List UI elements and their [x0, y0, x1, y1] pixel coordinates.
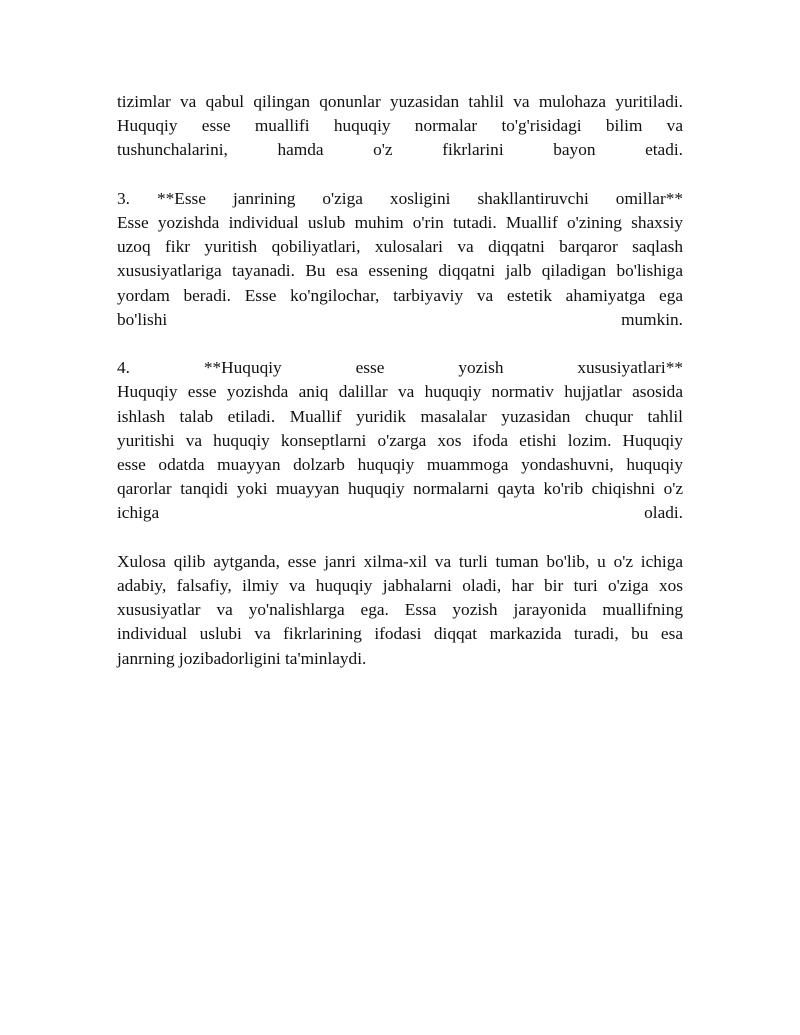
text-line: yordam beradi. Esse ko'ngilochar, tarbiyaviy va estetik ahamiyatga ega [117, 285, 683, 305]
text-line: xususiyatlar va yo'nalishlarga ega. Essa yozish jarayonida muallifning [117, 600, 683, 620]
text-line: Huquqiy esse yozishda aniq dalillar va huquqiy normativ hujjatlar asosida [117, 382, 683, 402]
section-heading: 4. **Huquqiy esse yozish xususiyatlari** [117, 358, 683, 378]
text-line: tizimlar va qabul qilingan qonunlar yuzasidan tahlil va mulohaza yuritiladi. [117, 92, 683, 111]
text-line: ishlash talab etiladi. Muallif yuridik masalalar yuzasidan chuqur tahlil [117, 406, 683, 426]
text-line: xususiyatlariga tayanadi. Bu esa essening diqqatni jalb qiladigan bo'lishiga [117, 261, 683, 281]
text-line: yuritishi va huquqiy konseptlarni o'zarga xos ifoda etishi lozim. Huquqiy [117, 430, 683, 450]
text-line: individual uslubi va fikrlarining ifodasi diqqat markazida turadi, bu esa [117, 624, 683, 644]
text-line: uzoq fikr yuritish qobiliyatlari, xulosalari va diqqatni barqaror saqlash [117, 237, 683, 257]
text-line: Esse yozishda individual uslub muhim o'rin tutadi. Muallif o'zining shaxsiy [117, 213, 683, 232]
paragraph-section-4 [117, 356, 683, 525]
text-line: ichiga oladi. [117, 503, 683, 523]
text-line: adabiy, falsafiy, ilmiy va huquqiy jabhalarni oladi, har bir turi o'ziga xos [117, 576, 683, 596]
document-page [117, 90, 683, 695]
text-line: esse odatda muayyan dolzarb huquqiy muammoga yondashuvni, huquqiy [117, 455, 683, 475]
text-line: qarorlar tanqidi yoki muayyan huquqiy normalarni qayta ko'rib chiqishni o'z [117, 479, 683, 499]
text-line: Huquqiy esse muallifi huquqiy normalar to'g'risidagi bilim va [117, 116, 683, 136]
paragraph-legal-essay-intro [117, 90, 683, 163]
text-line: Xulosa qilib aytganda, esse janri xilma-xil va turli tuman bo'lib, u o'z ichiga [117, 551, 683, 571]
paragraph-conclusion [117, 550, 683, 671]
section-heading: 3. **Esse janrining o'ziga xosligini shakllantiruvchi omillar** [117, 188, 683, 208]
text-line: bo'lishi mumkin. [117, 309, 683, 329]
paragraph-section-3 [117, 187, 683, 332]
text-line: janrning jozibadorligini ta'minlaydi. [117, 648, 367, 668]
text-line: tushunchalarini, hamda o'z fikrlarini bayon etadi. [117, 140, 683, 160]
